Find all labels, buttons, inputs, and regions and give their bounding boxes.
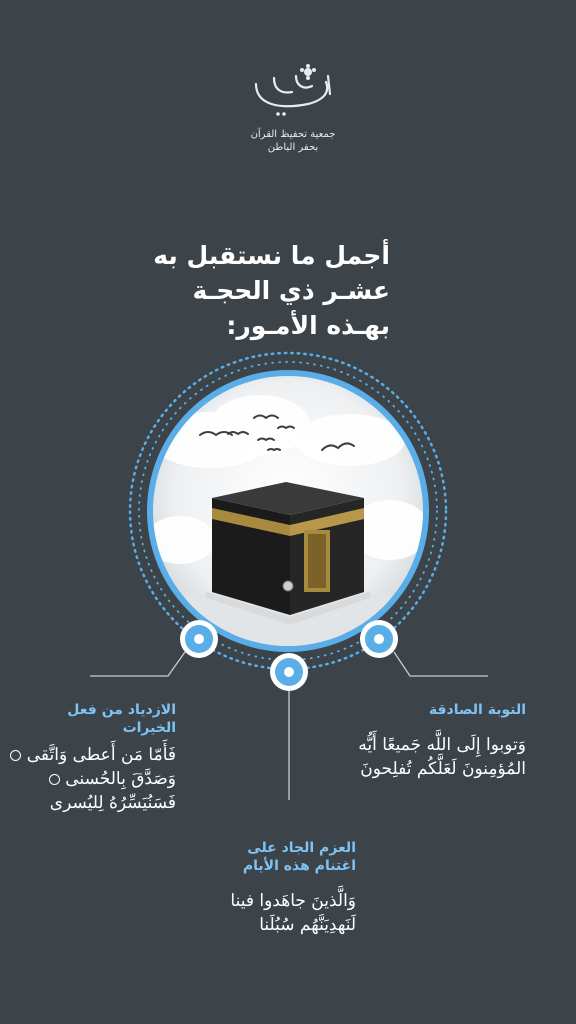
item-right-title: التوبة الصادقة	[428, 702, 526, 718]
item-bottom-verse-2: لَنَهدِيَنَّهُم سُبُلَنا	[259, 915, 356, 935]
verse-text: فَأَمّا مَن أَعطى وَاتَّقى	[26, 745, 176, 765]
item-right-verse-2: المُؤمِنونَ لَعَلَّكُم تُفلِحونَ	[360, 759, 526, 779]
title-line-3: بهـذه الأمـور:	[226, 311, 390, 340]
item-bottom-title-2: اغتنام هذه الأيام	[242, 858, 356, 874]
verse-marker-icon	[49, 774, 60, 785]
item-bottom-verse-1: وَالَّذينَ جاهَدوا فينا	[230, 891, 356, 911]
verse-text: وَصَدَّقَ بِالحُسنى	[65, 769, 176, 789]
association-logo	[238, 64, 348, 154]
verse-marker-icon	[10, 750, 21, 761]
logo-line-2: بحفر الباطن	[267, 142, 319, 153]
item-sincere-repentance	[358, 701, 526, 781]
item-seize-these-days	[230, 839, 356, 937]
item-bottom-title-1: العزم الجاد على	[247, 840, 356, 856]
logo-line-1: جمعية تحفيظ القرآن	[250, 129, 336, 140]
item-left-title-2: الخيرات	[122, 720, 176, 736]
title-line-2: عشـر ذي الحجـة	[192, 276, 390, 305]
item-right-verse-1: وَتوبوا إِلَى اللَّه جَميعًا أَيُّه	[358, 735, 526, 755]
logo-calligraphy-icon	[238, 64, 348, 124]
page-title	[153, 238, 390, 343]
item-increase-good-deeds	[6, 701, 176, 815]
item-left-verse-1	[6, 743, 176, 767]
item-left-verse-3: فَسَنُيَسِّرُهُ لِليُسرى	[49, 793, 176, 813]
node-left	[180, 620, 218, 658]
node-center	[270, 653, 308, 691]
item-left-verse-2	[6, 767, 176, 791]
node-right	[360, 620, 398, 658]
item-left-title-1: الازدياد من فعل	[67, 702, 176, 718]
title-line-1: أجمل ما نستقبل به	[153, 241, 390, 270]
